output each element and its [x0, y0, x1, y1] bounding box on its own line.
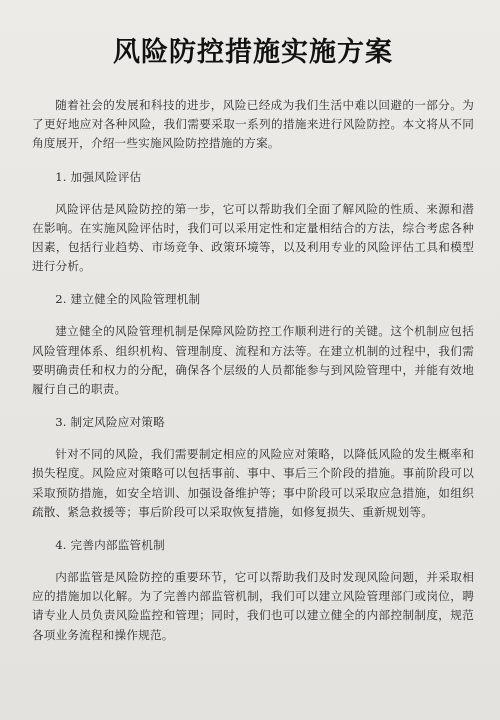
section-body-2: 建立健全的风险管理机制是保障风险防控工作顺利进行的关键。这个机制应包括风险管理体系、组织机构、管理制度、流程和方法等。在建立机制的过程中，我们需要明确责任和权力的分配，确保各个层级的人员都能参与到风险管理中，并能有效地履行自己的职责。 [32, 324, 474, 397]
section-heading-4: 4. 完善内部监管机制 [55, 538, 165, 553]
section-heading-1: 1. 加强风险评估 [55, 169, 142, 184]
section-body-4: 内部监管是风险防控的重要环节，它可以帮助我们及时发现风险问题，并采取相应的措施加以化解。为了完善内部监管机制，我们可以建立风险管理部门或岗位，聘请专业人员负责风险监控和管理；同时，我们也可以建立健全的内部控制制度，规范各项业务流程和操作规范。 [32, 570, 474, 642]
section-heading-3: 3. 制定风险应对策略 [55, 415, 165, 430]
section-heading-2: 2. 建立健全的风险管理机制 [55, 292, 201, 307]
section-body-3: 针对不同的风险，我们需要制定相应的风险应对策略，以降低风险的发生概率和损失程度。风险应对策略可以包括事前、事中、事后三个阶段的措施。事前阶段可以采取预防措施，如安全培训、加强设备维护等；事中阶段可以采取应急措施，如组织疏散、紧急救援等；事后阶段可以采取恢复措施，如修复损失、重新规划等。 [32, 447, 474, 519]
intro-paragraph: 随着社会的发展和科技的进步，风险已经成为我们生活中难以回避的一部分。为了更好地应对各种风险，我们需要采取一系列的措施来进行风险防控。本文将从不同角度展开，介绍一些实施风险防控措施的方案。 [32, 98, 474, 151]
document-title: 风险防控措施实施方案 [113, 37, 393, 68]
section-body-1: 风险评估是风险防控的第一步，它可以帮助我们全面了解风险的性质、来源和潜在影响。在实施风险评估时，我们可以采用定性和定量相结合的方法，综合考虑各种因素，包括行业趋势、市场竞争、政策环境等，以及利用专业的风险评估工具和模型进行分析。 [32, 201, 474, 274]
